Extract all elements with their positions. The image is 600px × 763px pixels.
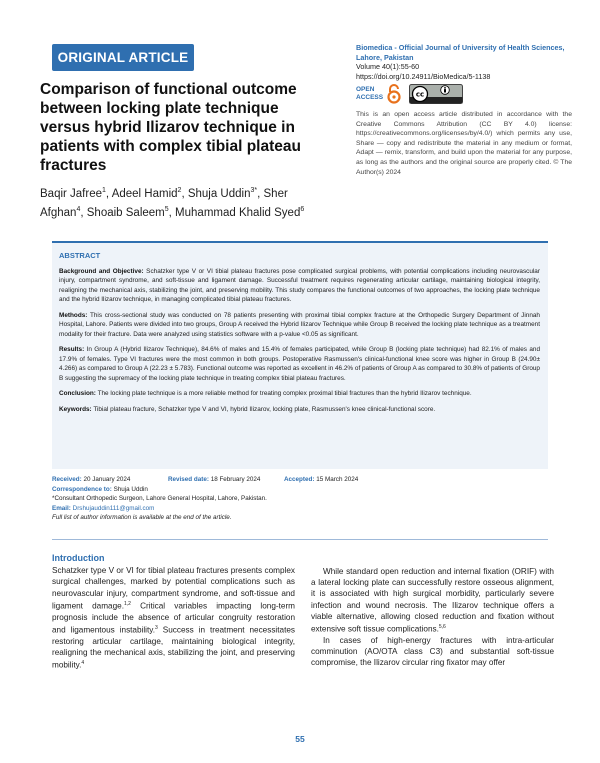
journal-name: Biomedica - Official Journal of University of Health Sciences, Lahore, Pakistan (356, 43, 565, 62)
abstract-box (52, 241, 548, 469)
journal-info (356, 43, 566, 81)
article-meta (52, 475, 548, 523)
author: Muhammad Khalid Syed$^6$ (175, 205, 305, 219)
received-date: Received: 20 January 2024 (52, 476, 131, 483)
svg-text:cc: cc (415, 90, 425, 99)
accepted-date: Accepted: 15 March 2024 (284, 476, 359, 483)
page-number: 55 (295, 734, 305, 744)
author: Shoaib Saleem$^5$, (86, 205, 176, 219)
open-access-lock-icon (387, 84, 401, 104)
author: Baqir Jafree$^1$, (40, 187, 112, 200)
article-type-badge: ORIGINAL ARTICLE (52, 44, 194, 71)
correspondence-email: Email: Drshujauddin111@gmail.com (52, 504, 155, 512)
article-dates (52, 475, 548, 485)
email-link[interactable]: Drshujauddin111@gmail.com (70, 504, 155, 512)
body-paragraph: In cases of high-energy fractures with intra-articular comminution (AO/OTA class C3) and substantial soft-tissue compromise, the Ilizarov circular ring fixator may offer (311, 635, 554, 668)
affiliation: *Consultant Orthopedic Surgeon, Lahore General Hospital, Lahore, Pakistan. (52, 495, 267, 503)
cc-by-license-icon (409, 84, 463, 104)
revised-date: Revised date: 18 February 2024 (168, 476, 261, 483)
introduction-paragraph: Schatzker type V or VI for tibial plateau fractures presents complex surgical challenges, marked by potential complications such as neurovascular injury, compartment syndrome, and soft-tissue and ligament damage.$^{1,2}$ Critical variables impacting long-term prognosis include the absence of articular congruity restoration and ligamentous instability.$^3$ Success in treatment necessitates restoring articular cartilage, maintaining biological integrity, realigning the mechanical axis, stabilizing the joint, and preserving mobility.$^4$ (52, 566, 295, 671)
body-paragraph: While standard open reduction and internal fixation (ORIF) with a lateral locking plate can successfully restore osseous alignment, it is associated with high surgical morbidity, particularly severe infection and wound necrosis. The Ilizarov technique offers a viable alternative, allowing closed reduction and fixation without extensive soft tissue complications.$^{5,6}$ (311, 567, 554, 634)
section-divider (52, 539, 548, 540)
abstract-keywords: Keywords: Tibial plateau fracture, Schatzker type V and VI, hybrid Ilizarov, locking plate, Rasmussen's knee clinical-functional score. (59, 405, 436, 413)
journal-doi-link[interactable]: https://doi.org/10.24911/BioMedica/5-1138 (356, 71, 491, 81)
abstract-background: Background and Objective: Schatzker type V or VI tibial plateau fractures pose complicated surgical problems, with potential complications including neurovascular injury, compartment syndrome, and soft-tissue and ligament damage. Successful treatment requires regenerating articular cartilage, maintaining biological integrity, realigning the mechanical axis, stabilizing the joint, and preserving mobility. This study compares the functional outcomes of two approaches, the locking plate technique and the hybrid Ilizarov technique, in managing complicated tibial plateau fractures. (59, 267, 540, 303)
author: Sher Afghan$^4$, (40, 187, 288, 219)
journal-volume: Volume 40(1):55-60 (356, 62, 420, 71)
correspondence: Correspondence to: Shuja Uddin (52, 485, 148, 493)
introduction-heading: Introduction (52, 553, 105, 563)
author: Adeel Hamid$^2$, (111, 187, 188, 200)
abstract-methods: Methods: This cross-sectional study was conducted on 78 patients presenting with proximal tibial complex fracture at the Orthopedic Surgery Department of Jinnah Hospital, Lahore. Patients were divided into two groups, Group A received the Hybrid Ilizarov Technique while Group B received the locking plate technique as a treatment modality for their fracture. Data were analyzed using statistics software with a p-value <0.05 as significant. (59, 311, 540, 338)
article-title: Comparison of functional outcome between locking plate technique versus hybrid Ilizarov technique in patients with complex tibial plateau fractures (40, 81, 301, 174)
author-list (40, 183, 330, 221)
abstract-conclusion: Conclusion: The locking plate technique is a more reliable method for treating complex proximal tibial fractures than the hybrid Ilizarov technique. (59, 390, 472, 397)
author-info-note: Full list of author information is available at the end of the article. (52, 514, 232, 522)
abstract-heading: ABSTRACT (59, 251, 101, 260)
open-access-row (356, 81, 556, 107)
license-statement: This is an open access article distributed in accordance with the Creative Commons Attribution (CC BY 4.0) license: https://creativecommons.org/licenses/by/4.0/) which permits any use, Share — copy and redistribute the material in any medium or format, Adapt — remix, transform, and build upon the material for any purpose, as long as the authors and the original source are properly cited. © The Author(s) 2024 (356, 111, 572, 176)
author: Shuja Uddin$^{3*}$, (187, 187, 264, 200)
open-access-label: OPEN ACCESS (356, 86, 384, 101)
abstract-results: Results: In Group A (Hybrid Ilizarov Technique), 84.6% of males and 15.4% of females participated, while Group B (locking plate technique) had 82.1% of males and 17.9% of females. Type VI fractures were the most common in both groups. Postoperative Rasmussen's clinical-functional knee score was higher in Group B (24.90± 4.266) as compared to Group A (22.23 ± 5.783). Functional outcome was reported as excellent in 46.2% of patients of Group A as compared to 30.8% of patients of Group B suggesting the supremacy of the locking plate technique in treating complex tibial plateau fractures. (59, 346, 540, 382)
body-column-left (52, 553, 295, 671)
body-column-right (311, 566, 554, 669)
